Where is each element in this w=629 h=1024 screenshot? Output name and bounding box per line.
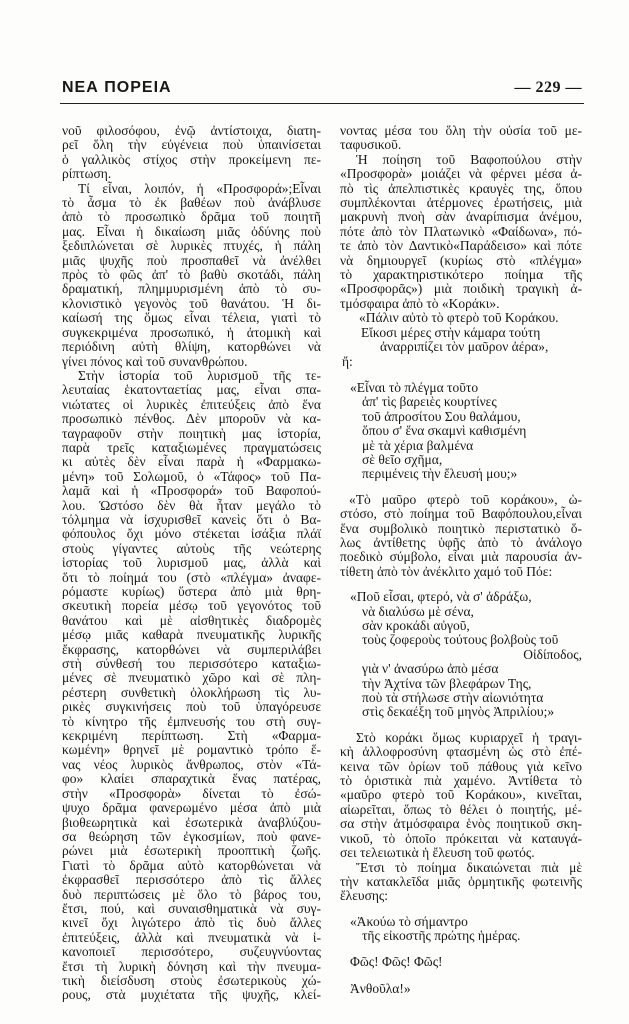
paragraph bbox=[340, 153, 582, 311]
paragraph-line: «Τὸ μαῦρο φτερὸ τοῦ κοράκου», ὡ- bbox=[349, 491, 582, 507]
left-column bbox=[62, 124, 321, 1003]
paragraph-line: «μαῦρο φτερὸ τοῦ Κοράκου», κινεῖται, bbox=[340, 787, 582, 803]
paragraph-line: μας. Εἶναι ἡ δικαίωση μιᾶς ὀδύνης ποὺ bbox=[62, 223, 321, 239]
verse-line: τοὺς ζοφεροὺς τούτους βολβοὺς τοῦ bbox=[362, 632, 559, 648]
paragraph-line: πρὸς τὸ φῶς ἀπ' τὸ βαθὺ σκοτάδι, πάλη bbox=[62, 267, 321, 283]
paragraph-line: μακρυνὴ πνοὴ σὰν ἀναρίπισμα ἀνέμου, bbox=[340, 209, 582, 225]
paragraph bbox=[62, 182, 321, 369]
verse-line: σὰν κροκάδι αὐγοῦ, bbox=[362, 618, 470, 633]
verse-line: «Ποῦ εἶσαι, φτερό, νὰ σ' ἀδράξω, bbox=[350, 589, 532, 605]
paragraph bbox=[340, 861, 582, 904]
paragraph-line: ἔκφρασης, κατορθώνει νὰ συμπεριλάβει bbox=[62, 641, 321, 657]
verse-quote bbox=[340, 381, 582, 482]
paragraph-line: μένη» τοῦ Σολωμοῦ, ὁ «Τάφος» τοῦ Πα- bbox=[62, 468, 321, 484]
paragraph-line: κι αὐτὲς δὲν εἶναι παρὰ ἡ «Φαρμακω- bbox=[62, 454, 321, 470]
paragraph-line: φόπουλος ὄχι μόνο στέκεται ἰσάξια πλάϊ bbox=[62, 526, 321, 542]
paragraph-line: νας νέος λυρικὸς ἄνθρωπος, στὸν «Τά- bbox=[62, 756, 321, 772]
journal-title: ΝΕΑ ΠΟΡΕΙΑ bbox=[62, 79, 172, 96]
verse-line: τοῦ ἀπροσίτου Σου θαλάμου, bbox=[362, 408, 521, 424]
paragraph-line: ἐκφρασθεῖ περισσότερο ἀπὸ τὶς ἄλλες bbox=[62, 872, 321, 888]
paragraph-line: συγκεκριμένα προσωπικό, ἡ ἀτομικὴ καὶ bbox=[62, 324, 321, 340]
paragraph-line: Γιατὶ τὸ δρᾶμα αὐτὸ κατορθώνεται νὰ bbox=[62, 857, 321, 873]
paragraph-line: ἔτσι, πού, καὶ συναισθηματικὰ νὰ συγ- bbox=[62, 900, 321, 916]
paragraph-line: αἰωρεῖται, ὅπως τὸ θέλει ὁ ποιητής, μέ- bbox=[340, 801, 582, 817]
paragraph-line: Τί εἶναι, λοιπόν, ἡ «Προσφορά»;Εἶναι bbox=[78, 180, 321, 196]
paragraph-line: σα θεώρηση τῶν ἐγκοσμίων, ποὺ φανε- bbox=[62, 828, 321, 844]
paragraph-line: στόσο, στὸ ποίημα τοῦ Βαφόπουλου,εἶναι bbox=[340, 506, 582, 522]
verse-line: «Ἀκούω τὸ σήμαντρο bbox=[350, 913, 468, 929]
paragraph-line: λως ἀντίθετης ὑφῆς ἀπὸ τὸ ἀνάλογο bbox=[340, 534, 582, 550]
paragraph-line: ρίπτωση. bbox=[62, 166, 112, 182]
verse-line: σὲ θεῖο σχῆμα, bbox=[362, 451, 443, 467]
paragraph-line: κεκριμένη περίπτωση. Στὴ «Φαρμα- bbox=[62, 728, 321, 744]
paragraph-line: σα στὴν ἀτμόσφαιρα ἑνὸς ποιητικοῦ σκη- bbox=[340, 816, 582, 832]
paragraph-line: δραματική, πλημμυρισμένη ἀπὸ τὸ συ- bbox=[62, 281, 321, 297]
verse-line: νὰ διαλύσω μὲ σένα, bbox=[362, 603, 474, 619]
paragraph bbox=[340, 493, 582, 579]
paragraph-line: ταφυσικοῦ. bbox=[340, 137, 402, 153]
paragraph-line: Ἡ ποίηση τοῦ Βαφοπούλου στὴν bbox=[356, 151, 582, 167]
paragraph-line: Στὸ κοράκι ὅμως κυριαρχεῖ ἡ τραγι- bbox=[356, 729, 582, 745]
paragraph-line: λευταίας ἑκατονταετίας μας, εἶναι σπα- bbox=[62, 382, 321, 398]
paragraph-line: νιώτατες οἱ λυρικὲς ἐπιτεύξεις ἀπὸ ἕνα bbox=[62, 396, 321, 412]
paragraph bbox=[62, 369, 321, 1003]
verse-quote bbox=[340, 590, 582, 720]
paragraph-line: παρὰ τρεῖς καταξιωμένες πραγματώσεις bbox=[62, 439, 321, 455]
paragraph bbox=[62, 124, 321, 182]
paragraph-line: ἀπὸ τὸ προσωπικὸ δρᾶμα τοῦ ποιητῆ bbox=[62, 209, 321, 225]
paragraph-line: φο» κλαίει σπαραχτικὰ ἕνας πατέρας, bbox=[62, 771, 321, 787]
paragraph-line: τμόσφαιρα ἀπὸ τὸ «Κοράκι». bbox=[340, 295, 500, 311]
paragraph-line: στὴ σύνθεσή του περισσότερο καταξιω- bbox=[62, 656, 321, 672]
paragraph-line: ἔτσι τὴ λυρικὴ δόνηση καὶ τὴν πνευμα- bbox=[62, 958, 321, 974]
paragraph-line: τὸ χαρακτηριστικότερο ποίημα τῆς bbox=[340, 267, 582, 283]
verse-line: ἀναρριπίζει τὸν μαῦρον ἀέρα», bbox=[380, 339, 549, 355]
paragraph bbox=[340, 731, 582, 861]
paragraph-line: πότε ἀπὸ τὸν Πλατωνικὸ «Φαίδωνα», πό- bbox=[340, 223, 582, 239]
verse-line: Οἰδίποδος, bbox=[523, 646, 582, 662]
paragraph-line: τὸ ὁριστικὰ πιὰ χαμένο. Ἀντίθετα τὸ bbox=[340, 773, 582, 789]
paragraph-line: κὴ ἀλλοφροσύνη φτασμένη ὡς στὸ ἐπέ- bbox=[340, 744, 582, 760]
verse-line: ὅπου σ' ἕνα σκαμνὶ καθισμένη bbox=[362, 423, 527, 439]
verse-line: Ἀνθοῦλα!» bbox=[350, 980, 411, 996]
paragraph-line: γίνει πόνος καὶ τοῦ συνανθρώπου. bbox=[62, 353, 248, 369]
paragraph-line: μέσῳ μιᾶς καθαρὰ πνευματικῆς λυρικῆς bbox=[62, 627, 321, 643]
paragraph-line: δυὸ περιπτώσεις μὲ ὅλο τὸ βάρος του, bbox=[62, 886, 321, 902]
page-number: — 229 — bbox=[514, 79, 582, 96]
paragraph-line: ἔλευσης: bbox=[340, 888, 389, 904]
paragraph-line: ἐπιτεύξεις, ἀλλὰ καὶ πνευματικὰ νὰ ἱ- bbox=[62, 929, 321, 945]
paragraph-line: ρώνει μιὰ ἐσωτερικὴ προοπτικὴ ζωῆς. bbox=[62, 843, 321, 859]
paragraph-line: τὴν κατακλεῖδα μιᾶς ὁρμητικῆς φωτεινῆς bbox=[340, 873, 582, 889]
paragraph-line: σκευτικὴ πορεία μέσῳ τοῦ γεγονότος τοῦ bbox=[62, 598, 321, 614]
verse-line: «Εἶναι τὸ πλέγμα τοῦτο bbox=[350, 379, 479, 395]
paragraph-line: ποεδικὸ σύμβολο, εἶναι μιὰ παρουσία ἀν- bbox=[340, 549, 582, 565]
paragraph-line: τε ἀπὸ τὸν Δαντικὸ«Παράδεισο» καὶ πότε bbox=[340, 238, 582, 254]
paragraph-line: βιοθεωρητικὰ καὶ ἐσωτερικὰ ἀναβλύζου- bbox=[62, 814, 321, 830]
paragraph-line: νικοῦ, τὸ ὁποῖο πρόκειται νὰ καταυγά- bbox=[340, 830, 582, 846]
paragraph-line: καίωσή της ὅμως εἶναι τέλεια, γιατὶ τὸ bbox=[62, 310, 321, 326]
paragraph-line: κανοποιεῖ περισσότερο, συζευγνύοντας bbox=[62, 944, 321, 960]
running-header bbox=[62, 78, 582, 98]
verse-line: «Πάλιν αὐτὸ τὸ φτερὸ τοῦ Κοράκου. bbox=[359, 310, 559, 326]
paragraph-line: ἱστορίας τοῦ λυρισμοῦ μας, ἀλλὰ καὶ bbox=[62, 555, 321, 571]
paragraph-line: νοῦ φιλοσόφου, ἐνῷ ἀντίστοιχα, διατη- bbox=[62, 123, 321, 138]
paragraph-line: τίθετη ἀπὸ τὸν ἀνέκλιτο χαμό τοῦ Πόε: bbox=[340, 563, 553, 579]
paragraph-line: τόλμημα νὰ ἰσχυρισθεῖ κανεὶς ὅτι ὁ Βα- bbox=[62, 511, 321, 527]
verse-line: Εἴκοσι μέρες στὴν κάμαρα τούτη bbox=[361, 324, 541, 340]
paragraph-line: νοντας μέσα του ὅλη τὴν οὐσία τοῦ με- bbox=[340, 123, 582, 138]
paragraph-line: κινεῖ ὄχι λιγώτερο ἀπὸ τὶς δυὸ ἄλλες bbox=[62, 915, 321, 931]
paragraph-line: ρεῖ ὅλη τὴν εὐγένεια ποὺ ὑπαινίσεται bbox=[62, 137, 321, 153]
paragraph-line: λου. Ὡστόσο δὲν θὰ ἦταν μεγάλο τὸ bbox=[62, 497, 321, 513]
paragraph-line: «Προσφορὰ» μοιάζει νὰ φέρνει μέσα ἀ- bbox=[340, 166, 582, 182]
paragraph-line: ρους, στὰ μυχιέτατα τῆς ψυχῆς, κλεί- bbox=[62, 987, 321, 1003]
verse-line: Φῶς! Φῶς! Φῶς! bbox=[350, 953, 443, 969]
right-column bbox=[340, 124, 582, 996]
verse-line: ἀπ' τὶς βαρειὲς κουρτίνες bbox=[362, 394, 497, 410]
verse-line: στὶς δεκαέξη τοῦ μηνὸς Ἀπριλίου;» bbox=[362, 704, 555, 720]
paragraph-line: πὸ τὶς ἀπελπιστικὲς κραυγὲς της, ὅπου bbox=[340, 180, 582, 196]
paragraph-line: ξεδιπλώνεται σὲ λυρικὲς πτυχές, ἡ πάλη bbox=[62, 238, 321, 254]
paragraph-line: Ἔτσι τὸ ποίημα δικαιώνεται πιὰ μὲ bbox=[356, 859, 582, 875]
paragraph-line: προσωπικὸ πένθος. Δὲν μποροῦν νὰ κα- bbox=[62, 411, 321, 427]
paragraph-line: ταγραφοῦν στὴν ποιητικὴ μας ἱστορία, bbox=[62, 425, 321, 441]
paragraph-line: περιόδινη αὐτὴ θλίψη, κατορθώνει νὰ bbox=[62, 339, 321, 355]
paragraph-line: ὁ γαλλικὸς στίχος στὴν προκείμενη πε- bbox=[62, 151, 321, 167]
paragraph-line: κλονιστικὸ γεγονὸς τοῦ θανάτου. Ἡ δι- bbox=[62, 295, 321, 311]
paragraph-line: ψυχο δρᾶμα φανερωμένο μέσα ἀπὸ μιὰ bbox=[62, 800, 321, 816]
verse-line: περιμένεις τὴν ἔλευσή μου;» bbox=[362, 466, 518, 482]
verse-quote bbox=[340, 915, 582, 944]
paragraph-line: τὸ κίνητρο τῆς ἐμπνευσής του στὴ συγ- bbox=[62, 713, 321, 729]
paragraph-line: «Προσφορᾶς») μιὰ ποιδικὴ τραγικὴ ἀ- bbox=[340, 281, 582, 297]
paragraph-line: ἕνα συμβολικὸ ποιητικὸ περιστατικὸ ὅ- bbox=[340, 520, 582, 536]
paragraph-line: ὅτι τὸ ποίημά του (στὸ «πλέγμα» ἀναφε- bbox=[62, 569, 321, 585]
verse-line: γιὰ ν' ἀνασύρω ἀπὸ μέσα bbox=[362, 661, 499, 677]
paragraph-line: ρέστερη συνθετικὴ ὁλοκλήρωση τὶς λυ- bbox=[62, 684, 321, 700]
paragraph-line: θανάτου καὶ μὲ αἰσθητικὲς διαδρομὲς bbox=[62, 612, 321, 628]
paragraph-line: στοὺς γίγαντες αὐτοὺς τῆς νεώτερης bbox=[62, 540, 321, 556]
paragraph-line: λαμᾶ καὶ ἡ «Προσφορά» τοῦ Βαφοπού- bbox=[62, 483, 321, 499]
paragraph bbox=[340, 124, 582, 153]
paragraph-line: ρικὲς συγκινήσεις ποὺ τοῦ ὑπαγόρευσε bbox=[62, 699, 321, 715]
paragraph-line: κεινα τῶν ὁρίων τοῦ πάθους γιὰ κεῖνο bbox=[340, 758, 582, 774]
paragraph-line: νὰ δημιουργεῖ (κυρίως στὸ «πλέγμα» bbox=[340, 252, 582, 268]
verse-line: ποὺ τὰ στήλωσε στὴν αἰωνιότητα bbox=[362, 690, 544, 706]
paragraph-line: ρόμαστε κυρίως) ὕστερα ἀπὸ μιὰ θρη- bbox=[62, 584, 321, 599]
paragraph-line: σει τελειωτικὰ ἡ ἔλευση τοῦ φωτός. bbox=[340, 845, 535, 861]
header-rule bbox=[60, 103, 584, 104]
paragraph-line: τικὴ διείσδυση στοὺς ἐσωτερικοὺς χώ- bbox=[62, 972, 321, 988]
paragraph-line: μένες σὲ πνευματικὸ χῶρο καὶ σὲ πλη- bbox=[62, 670, 321, 686]
verse-line: τὴν Ἀχτίνα τῶν βλεφάρων Της, bbox=[362, 675, 532, 691]
paragraph-line: συμπλέκονται ἀτέρμονες ἐρωτήσεις, μιὰ bbox=[340, 195, 582, 211]
conjunction-line: ἤ: bbox=[342, 353, 353, 369]
paragraph-line: Στὴν ἱστορία τοῦ λυρισμοῦ τῆς τε- bbox=[78, 367, 321, 383]
paragraph-line: κωμένη» θρηνεῖ μὲ ρομαντικὸ τρόπο ἕ- bbox=[62, 742, 321, 758]
verse-line: τῆς εἰκοστῆς πρώτης ἡμέρας. bbox=[362, 928, 521, 944]
paragraph-line: στὴν «Προσφορὰ» δίνεται τὸ ἐσώ- bbox=[62, 785, 321, 801]
paragraph-line: μιᾶς ψυχῆς ποὺ προσπαθεῖ νὰ ἀνέλθει bbox=[62, 252, 321, 268]
verse-quote bbox=[340, 311, 582, 354]
paragraph-line: τὸ ἆσμα τὸ ἐκ βαθέων ποὺ ἀνάβλυσε bbox=[62, 195, 321, 211]
verse-line: μὲ τὰ χέρια βαλμένα bbox=[362, 437, 474, 453]
